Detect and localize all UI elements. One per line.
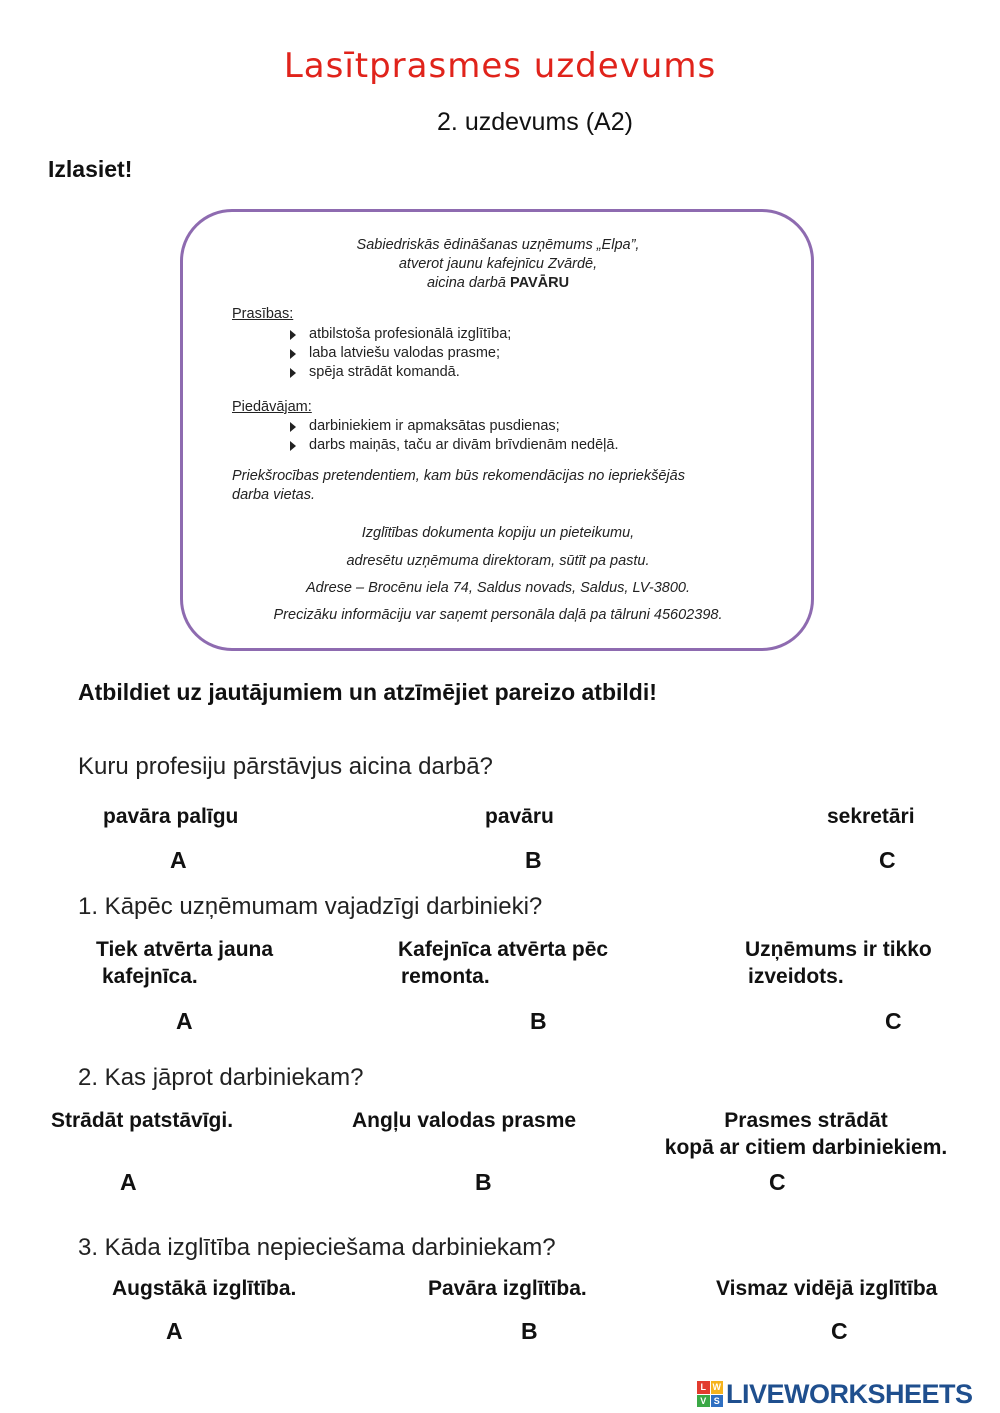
offer-item: darbs maiņās, taču ar divām brīvdienām nedēļā. <box>287 436 619 455</box>
ad-heading-line: atverot jaunu kafejnīcu Zvārdē, <box>398 256 598 272</box>
answer-option[interactable]: sekretāri <box>827 805 915 828</box>
answer-option[interactable]: Uzņēmums ir tikko izveidots. <box>745 938 932 988</box>
answer-option[interactable]: pavāra palīgu <box>103 805 239 828</box>
ad-heading-prefix: aicina darbā <box>426 275 510 291</box>
ad-heading <box>183 236 813 293</box>
answer-letter[interactable]: B <box>475 1169 492 1195</box>
answer-letter[interactable]: A <box>170 847 187 873</box>
question-text: 3. Kāda izglītība nepieciešama darbiniekam? <box>78 1234 556 1261</box>
answer-letter[interactable]: C <box>879 847 896 873</box>
bullet-arrow-icon <box>290 330 296 340</box>
answer-letter[interactable]: C <box>885 1008 902 1034</box>
answer-letter[interactable]: A <box>176 1008 193 1034</box>
answer-letter[interactable]: B <box>525 847 542 873</box>
answer-option[interactable]: Vismaz vidējā izglītība <box>716 1277 938 1300</box>
bullet-arrow-icon <box>290 422 296 432</box>
task-subtitle: 2. uzdevums (A2) <box>437 108 633 136</box>
bullet-arrow-icon <box>290 441 296 451</box>
requirement-item: atbilstoša profesionālā izglītība; <box>287 325 511 344</box>
offers-label: Piedāvājam: <box>232 399 312 415</box>
answer-option[interactable]: Augstākā izglītība. <box>112 1277 297 1300</box>
question-text: Kuru profesiju pārstāvjus aicina darbā? <box>78 753 493 780</box>
answer-option[interactable]: Tiek atvērta jauna kafejnīca. <box>96 938 274 988</box>
logo-badge-icon: L W V S <box>697 1381 723 1407</box>
ad-footer-line: Izglītības dokumenta kopiju un pieteikumu, <box>361 525 635 541</box>
ad-heading-line: Sabiedriskās ēdināšanas uzņēmums „Elpa”, <box>356 237 640 253</box>
answer-option[interactable]: Angļu valodas prasme <box>352 1109 577 1132</box>
answer-letter[interactable]: B <box>521 1318 538 1344</box>
requirement-item: laba latviešu valodas prasme; <box>287 344 511 363</box>
answer-letter[interactable]: C <box>831 1318 848 1344</box>
question-text: 1. Kāpēc uzņēmumam vajadzīgi darbinieki? <box>78 893 543 920</box>
ad-advantages-line: darba vietas. <box>232 487 316 503</box>
read-instruction: Izlasiet! <box>48 156 133 182</box>
ad-heading-line <box>183 274 813 293</box>
ad-address: Adrese – Brocēnu iela 74, Saldus novads, Saldus, LV-3800. <box>306 580 690 596</box>
ad-footer-line: adresētu uzņēmuma direktoram, sūtīt pa pastu. <box>346 553 650 569</box>
question-text: 2. Kas jāprot darbiniekam? <box>78 1064 364 1091</box>
answer-letter[interactable]: A <box>166 1318 183 1344</box>
ad-advantages-line: Priekšrocības pretendentiem, kam būs rekomendācijas no iepriekšējās <box>232 468 685 484</box>
requirements-label: Prasības: <box>232 306 294 322</box>
bullet-arrow-icon <box>290 368 296 378</box>
liveworksheets-logo <box>697 1377 973 1411</box>
page-title: Lasītprasmes uzdevums <box>283 46 717 86</box>
bullet-arrow-icon <box>290 349 296 359</box>
answer-letter[interactable]: B <box>530 1008 547 1034</box>
requirements-list <box>287 325 511 382</box>
answer-option[interactable]: Strādāt patstāvīgi. <box>51 1109 234 1132</box>
answer-letter[interactable]: C <box>769 1169 786 1195</box>
brand-name: LIVEWORKSHEETS <box>726 1378 973 1409</box>
ad-contact: Precizāku informāciju var saņemt personāla daļā pa tālruni 45602398. <box>273 607 723 623</box>
answer-letter[interactable]: A <box>120 1169 137 1195</box>
ad-advantages <box>232 467 685 505</box>
answer-option[interactable]: Prasmes strādāt kopā ar citiem darbiniekiem. <box>664 1109 948 1159</box>
answer-option[interactable]: Pavāra izglītība. <box>428 1277 587 1300</box>
answer-instruction: Atbildiet uz jautājumiem un atzīmējiet pareizo atbildi! <box>78 679 657 705</box>
answer-option[interactable]: Kafejnīca atvērta pēc remonta. <box>398 938 609 988</box>
answer-option[interactable]: pavāru <box>485 805 554 828</box>
ad-job-title: PAVĀRU <box>509 275 570 291</box>
requirement-item: spēja strādāt komandā. <box>287 363 511 382</box>
offers-list <box>287 417 619 455</box>
offer-item: darbiniekiem ir apmaksātas pusdienas; <box>287 417 619 436</box>
